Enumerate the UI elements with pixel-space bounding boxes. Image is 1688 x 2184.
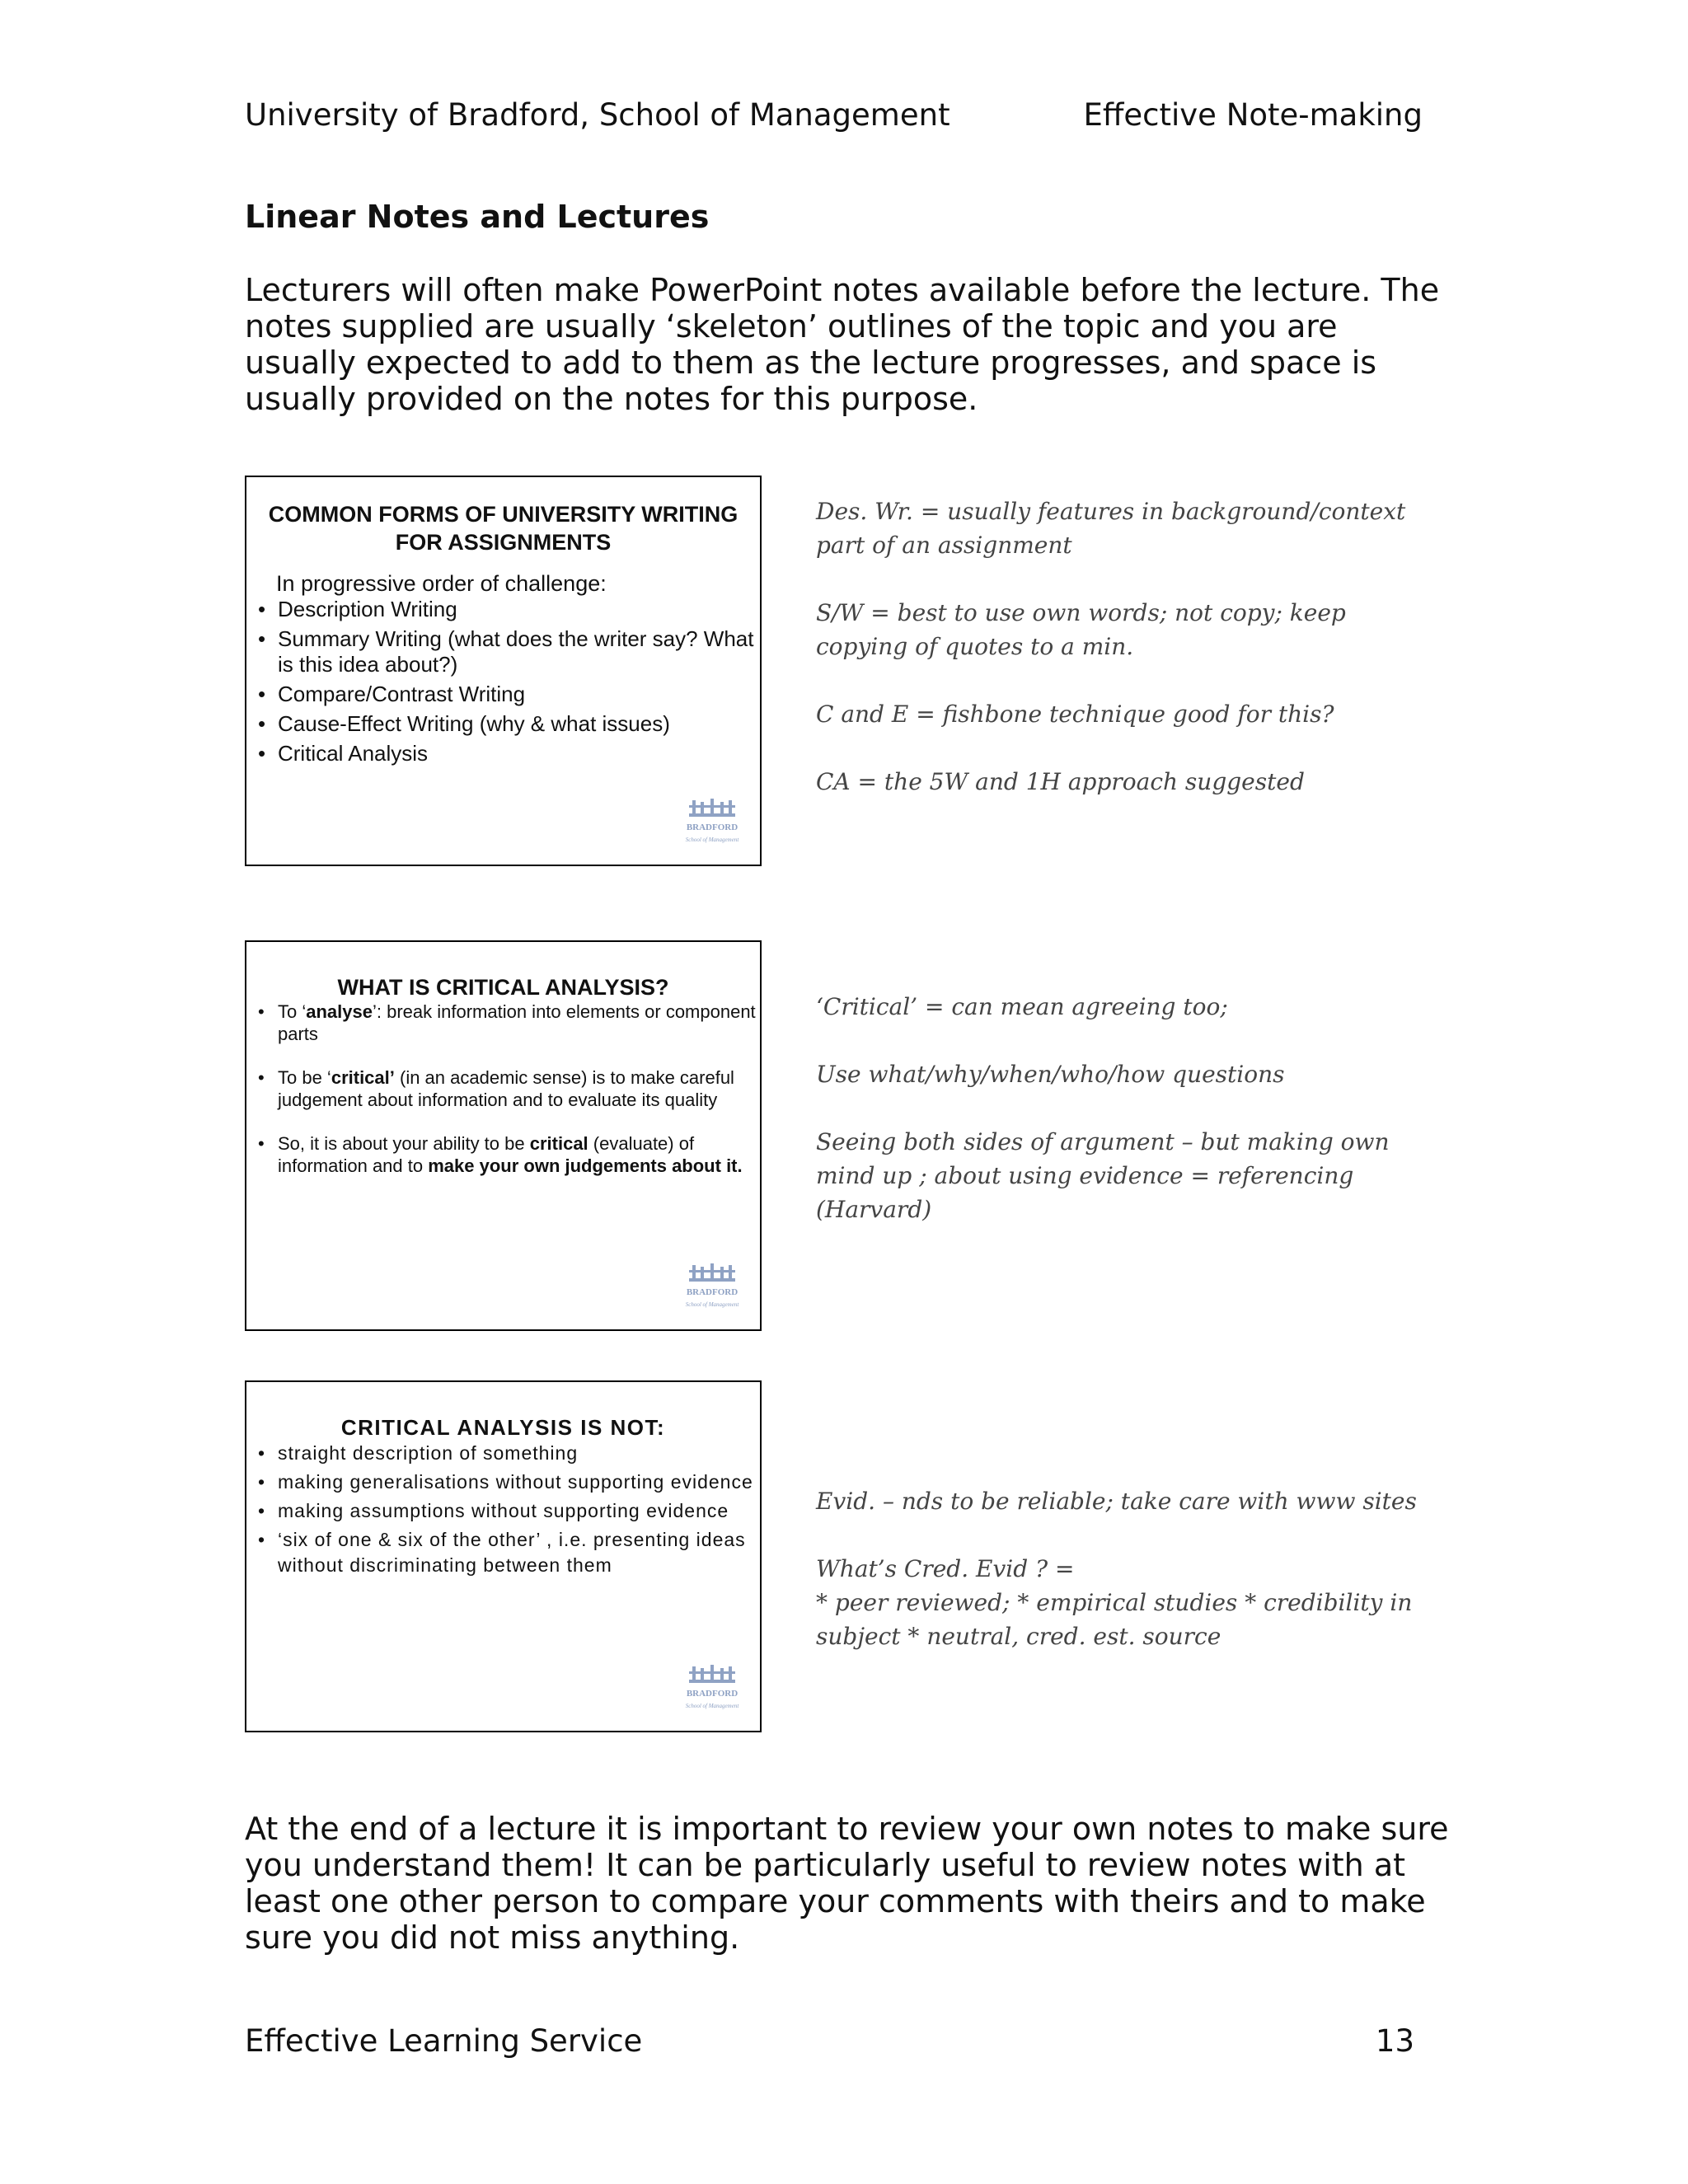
slide-title: CRITICAL ANALYSIS IS NOT:	[340, 1415, 666, 1440]
slide-bullet: • Summary Writing (what does the writer say? What is this idea about?)	[246, 626, 760, 677]
slide-title: COMMON FORMS OF UNIVERSITY WRITING FOR ASSIGNMENTS	[268, 502, 738, 555]
handwritten-note: S/W = best to use own words; not copy; keep copying of quotes to a min.	[816, 599, 1346, 660]
slide-bullet: • To be ‘critical’ (in an academic sense) is to make careful judgement about information and to evaluate its quality	[246, 1066, 760, 1111]
slide-bullet: • Cause-Effect Writing (why & what issues)	[246, 711, 760, 737]
bradford-logo	[681, 797, 743, 853]
svg-text:School of Management: School of Management	[685, 1703, 739, 1709]
slide-bullet: • straight description of something	[246, 1441, 760, 1466]
slide-what-is-critical-analysis	[245, 940, 762, 1331]
handwritten-note: C and E = fishbone technique good for this?	[816, 701, 1334, 728]
slide-subtitle: In progressive order of challenge:	[276, 571, 607, 596]
bradford-logo	[681, 1663, 743, 1719]
slide-bullet: • To ‘analyse’: break information into elements or component parts	[246, 1001, 760, 1045]
handwritten-note: * peer reviewed; * empirical studies * credibility in subject * neutral, cred. est. source	[816, 1589, 1413, 1650]
handwritten-note: Des. Wr. = usually features in background/context part of an assignment	[816, 498, 1406, 559]
slide-critical-analysis-is-not	[245, 1380, 762, 1732]
slide-bullet: • Description Writing	[246, 597, 760, 622]
slide-title: WHAT IS CRITICAL ANALYSIS?	[337, 975, 669, 1000]
bradford-logo	[681, 1262, 743, 1318]
header-right: Effective Note-making	[1083, 97, 1423, 133]
closing-paragraph: At the end of a lecture it is important to review your own notes to make sure you understand them! It can be particularly useful to review notes with at least one other person to compare your comments with theirs and to make sure you did not miss anything.	[245, 1811, 1449, 1956]
svg-text:BRADFORD: BRADFORD	[686, 1689, 738, 1699]
slide-bullet: • making assumptions without supporting evidence	[246, 1498, 760, 1524]
slide-bullet: • ‘six of one & six of the other’ , i.e. presenting ideas without discriminating between them	[246, 1527, 760, 1578]
slide-bullet-list	[246, 1441, 760, 1578]
section-title: Linear Notes and Lectures	[245, 199, 710, 235]
handwritten-note: Evid. – nds to be reliable; take care with www sites	[816, 1488, 1417, 1515]
svg-text:School of Management: School of Management	[685, 1301, 739, 1308]
handwritten-note: What’s Cred. Evid ? =	[816, 1555, 1075, 1582]
logo-wordmark: BRADFORD	[686, 823, 738, 832]
handwritten-notes-3	[816, 1484, 1442, 1687]
page-number: 13	[1375, 2023, 1414, 2059]
handwritten-note: ‘Critical’ = can mean agreeing too;	[816, 993, 1228, 1020]
intro-paragraph: Lecturers will often make PowerPoint notes available before the lecture. The notes supplied are usually ‘skeleton’ outlines of the topic and you are usually expected to add to them as the lecture progresses, and space is usually provided on the notes for this purpose.	[245, 272, 1440, 417]
slide-common-forms	[245, 476, 762, 866]
handwritten-notes-2	[816, 990, 1442, 1260]
slide-bullet: • Compare/Contrast Writing	[246, 682, 760, 707]
footer-left: Effective Learning Service	[245, 2023, 643, 2059]
header-left: University of Bradford, School of Management	[245, 97, 950, 133]
svg-text:School of Management: School of Management	[685, 837, 739, 843]
handwritten-notes-1	[816, 494, 1442, 832]
slide-bullet: • So, it is about your ability to be critical (evaluate) of information and to make your own judgements about it.	[246, 1132, 760, 1177]
handwritten-note: Use what/why/when/who/how questions	[816, 1061, 1285, 1088]
handwritten-note: CA = the 5W and 1H approach suggested	[816, 768, 1305, 795]
handwritten-note: Seeing both sides of argument – but making own mind up ; about using evidence = referencing (Harvard)	[816, 1128, 1390, 1223]
slide-bullet-list	[246, 597, 760, 766]
slide-bullet: • Critical Analysis	[246, 741, 760, 766]
slide-bullet-list	[246, 1001, 760, 1177]
slide-bullet: • making generalisations without supporting evidence	[246, 1469, 760, 1495]
svg-text:BRADFORD: BRADFORD	[686, 1287, 738, 1297]
